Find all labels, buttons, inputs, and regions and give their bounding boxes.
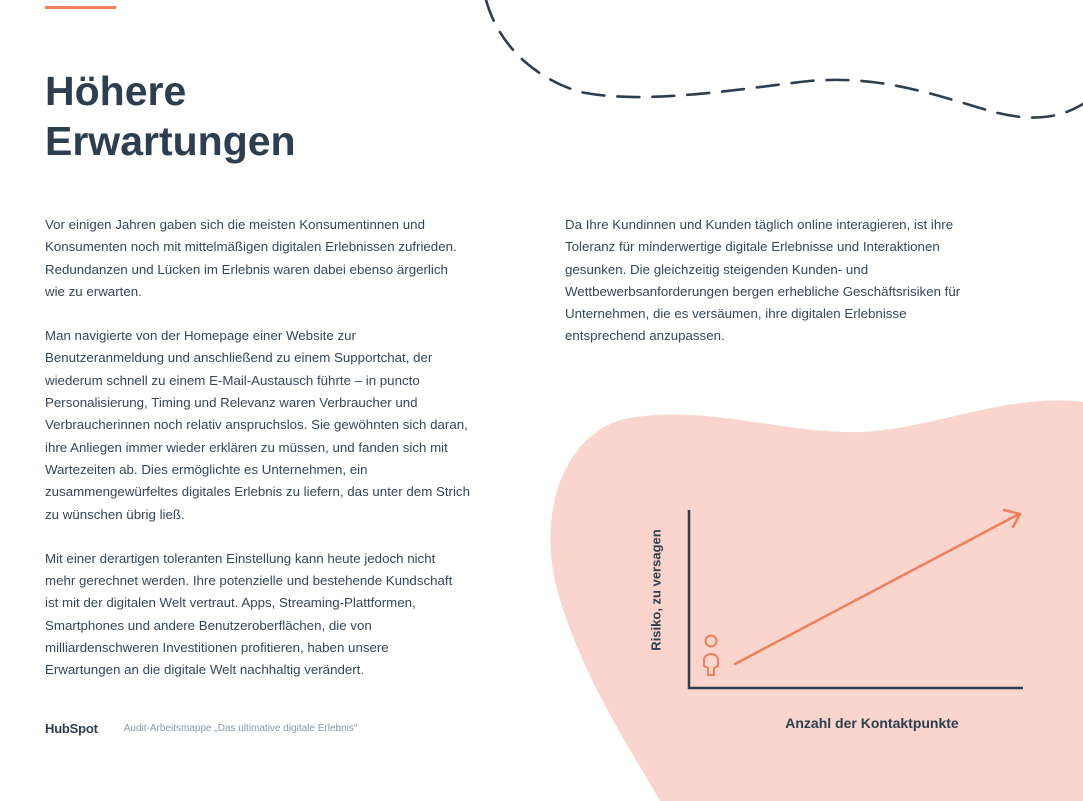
paragraph-3: Mit einer derartigen toleranten Einstellung kann heute jedoch nicht mehr gerechnet werden. Ihre potenzielle und bestehende Kundschaft ist mit der digitalen Welt vertraut. Apps, Streaming-Plattformen, Smartphones und andere Benutzeroberflächen, die von milliardenschweren Investitionen profitieren, haben unsere Erwartungen an die digitale Welt nachhaltig verändert. (45, 550, 453, 678)
person-icon (704, 636, 718, 676)
x-axis-label: Anzahl der Kontaktpunkte (785, 715, 959, 731)
paragraph-1: Vor einigen Jahren gaben sich die meisten Konsumentinnen und Konsumenten noch mit mittelmäßigen digitalen Erlebnissen zufrieden. Redundanzen und Lücken im Erlebnis waren dabei ebenso ärgerlich wie zu erwarten. (45, 217, 457, 299)
paragraph-2: Man navigierte von der Homepage einer Website zur Benutzeranmeldung und anschließend zu einem Supportchat, der wiederum schnell zu einem E-Mail-Austausch führte – in puncto Personalisierung, Timing und Relevanz waren Verbraucher und Verbraucherinnen noch relativ anspruchslos. Sie gewöhnten sich daran, ihre Anliegen immer wieder erklären zu müssen, und fanden sich mit Wartezeiten ab. Dies ermöglichte es Unternehmen, ein zusammengewürfeltes digitales Erlebnis zu liefern, das unter dem Strich zu wünschen übrig ließ. (45, 328, 470, 522)
paragraph-4: Da Ihre Kundinnen und Kunden täglich online interagieren, ist ihre Toleranz für minderwertige digitale Erlebnisse und Interaktionen gesunken. Die gleichzeitig steigenden Kunden- und Wettbewerbsanforderungen bergen erhebliche Geschäftsrisiken für Unternehmen, die es versäumen, ihre digitalen Erlebnisse entsprechend anzupassen. (565, 217, 961, 344)
hubspot-logo: HubSpot (45, 720, 98, 736)
page-title: Höhere Erwartungen (45, 68, 296, 164)
footer-caption: Audit-Arbeitsmappe „Das ultimative digitale Erlebnis“ (123, 722, 358, 734)
footer (45, 718, 357, 738)
trend-arrow-icon (735, 510, 1020, 664)
